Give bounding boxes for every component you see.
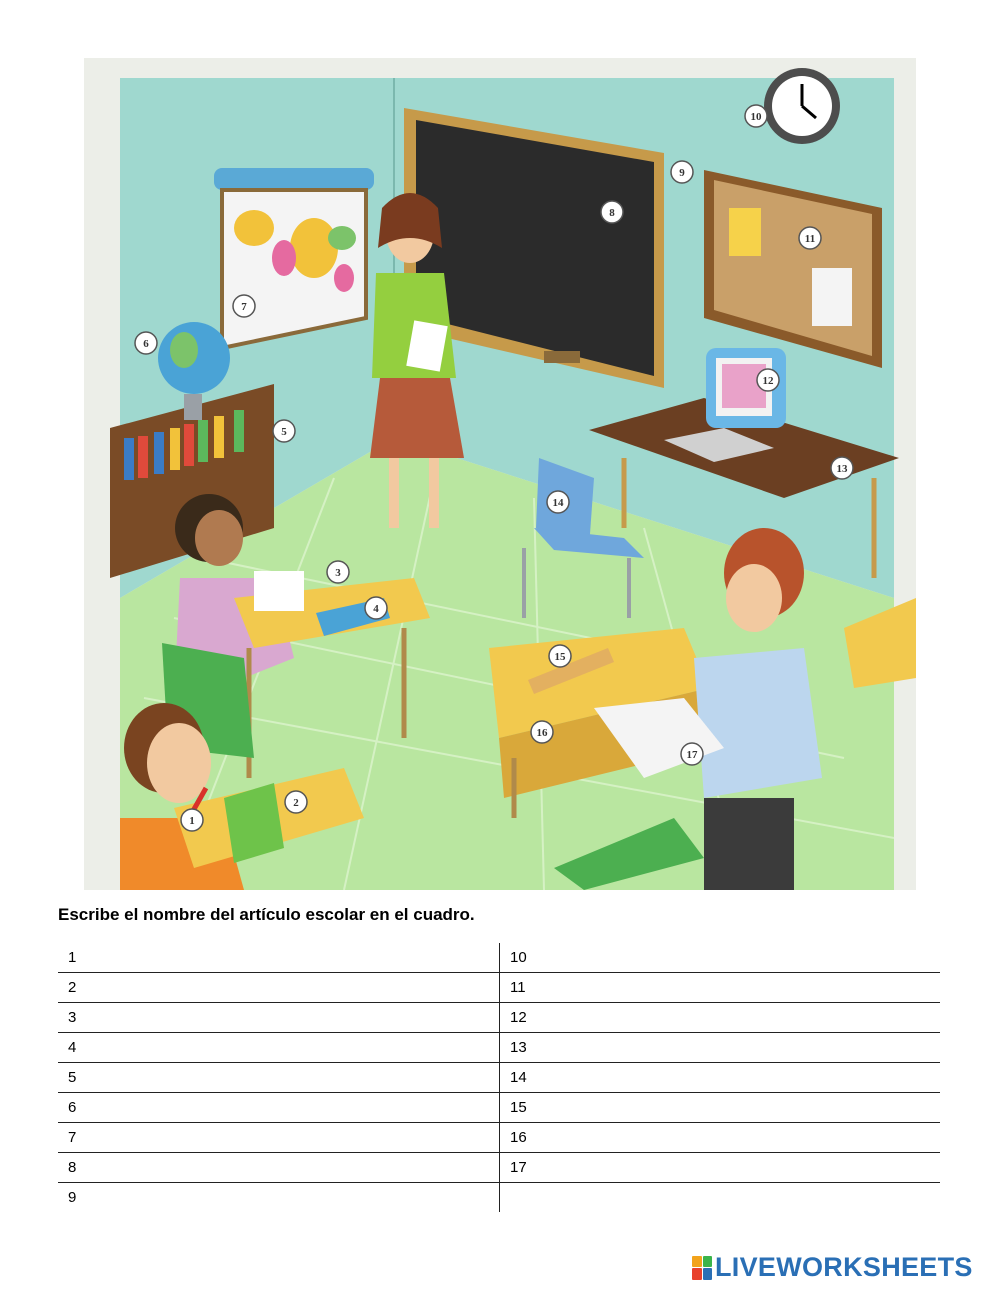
answer-cell-right[interactable]: 11 — [500, 973, 941, 1003]
instruction-text: Escribe el nombre del artículo escolar en el cuadro. — [58, 905, 475, 924]
answer-cell-right[interactable]: 15 — [500, 1093, 941, 1123]
number-badge-label: 8 — [609, 207, 615, 219]
number-badge-label: 7 — [241, 301, 247, 313]
number-badge-label: 4 — [373, 603, 379, 615]
number-badge — [135, 332, 157, 354]
number-badge — [327, 561, 349, 583]
number-badge — [799, 227, 821, 249]
answer-cell-left[interactable]: 1 — [58, 943, 500, 973]
answer-cell-right[interactable]: 12 — [500, 1003, 941, 1033]
number-badge — [285, 791, 307, 813]
classroom-illustration — [84, 58, 916, 890]
number-badge — [365, 597, 387, 619]
number-badge-label: 2 — [293, 797, 299, 809]
brand-name: LIVEWORKSHEETS — [715, 1252, 973, 1282]
number-badge — [233, 295, 255, 317]
number-badge-label: 9 — [679, 167, 685, 179]
table-row — [58, 1033, 940, 1063]
number-badge-label: 14 — [552, 497, 564, 509]
number-badge — [757, 369, 779, 391]
table-row — [58, 1123, 940, 1153]
answer-table — [58, 943, 940, 1212]
number-badge-label: 13 — [836, 463, 848, 475]
number-badge-label: 15 — [554, 651, 566, 663]
table-row — [58, 973, 940, 1003]
liveworksheets-logo-icon — [692, 1256, 712, 1280]
number-badge-label: 3 — [335, 567, 341, 579]
number-badge-label: 5 — [281, 426, 287, 438]
number-badge-label: 16 — [536, 727, 548, 739]
answer-cell-left[interactable]: 2 — [58, 973, 500, 1003]
table-row — [58, 1153, 940, 1183]
number-badge-label: 17 — [686, 749, 698, 761]
number-badge — [181, 809, 203, 831]
number-badge-label: 11 — [804, 233, 816, 245]
table-row — [58, 1093, 940, 1123]
number-badge — [681, 743, 703, 765]
number-badge-label: 1 — [189, 815, 195, 827]
answer-cell-right[interactable]: 17 — [500, 1153, 941, 1183]
number-badge — [671, 161, 693, 183]
wall-clock — [764, 68, 840, 144]
number-badge — [831, 457, 853, 479]
number-badge-label: 10 — [750, 111, 762, 123]
answer-cell-right[interactable]: 14 — [500, 1063, 941, 1093]
table-row — [58, 1183, 940, 1213]
table-row — [58, 943, 940, 973]
number-badge — [549, 645, 571, 667]
answer-cell-left[interactable]: 7 — [58, 1123, 500, 1153]
answer-cell-left[interactable]: 4 — [58, 1033, 500, 1063]
answer-cell-left[interactable]: 6 — [58, 1093, 500, 1123]
table-row — [58, 1003, 940, 1033]
number-badge-label: 12 — [762, 375, 774, 387]
liveworksheets-brand — [692, 1252, 973, 1283]
number-badge — [547, 491, 569, 513]
answer-cell-left[interactable]: 5 — [58, 1063, 500, 1093]
answer-cell-right[interactable]: 13 — [500, 1033, 941, 1063]
number-badge — [745, 105, 767, 127]
number-badge — [273, 420, 295, 442]
answer-cell-right[interactable]: 10 — [500, 943, 941, 973]
world-map — [214, 168, 374, 348]
answer-cell-left[interactable]: 8 — [58, 1153, 500, 1183]
answer-cell-right[interactable]: 16 — [500, 1123, 941, 1153]
number-badge-label: 6 — [143, 338, 149, 350]
number-badge — [601, 201, 623, 223]
answer-cell-right[interactable] — [500, 1183, 941, 1213]
answer-cell-left[interactable]: 3 — [58, 1003, 500, 1033]
table-row — [58, 1063, 940, 1093]
answer-cell-left[interactable]: 9 — [58, 1183, 500, 1213]
number-badge — [531, 721, 553, 743]
